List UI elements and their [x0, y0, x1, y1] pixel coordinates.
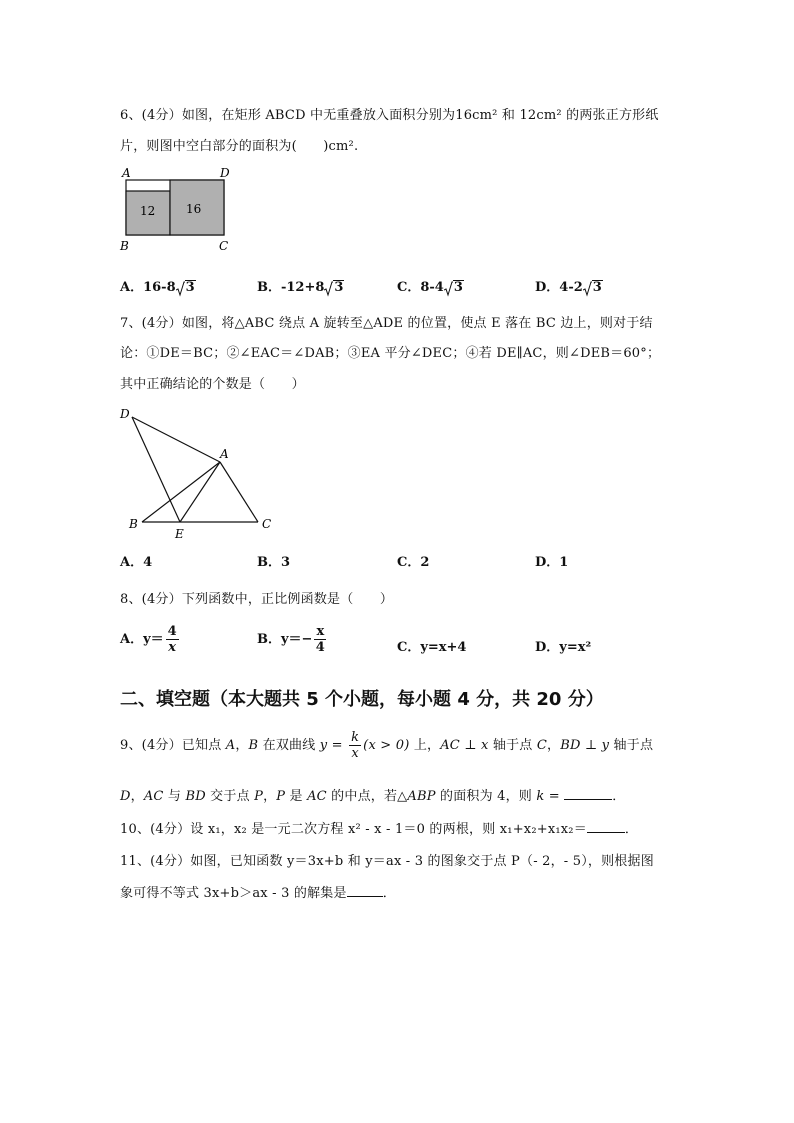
q9-l2-k: k	[536, 789, 545, 804]
q6-d-radicand: 3	[592, 280, 602, 295]
q10-text: 10、(4分）设 x₁，x₂ 是一元二次方程 x² - x - 1＝0 的两根，则 x₁+x₂+x₁x₂＝	[120, 822, 587, 837]
q9-l2-b: ，	[130, 789, 144, 804]
q9-fraction	[349, 730, 361, 761]
q8-option-b[interactable]	[257, 624, 328, 655]
q9-line2	[120, 785, 625, 804]
q8-b-fraction	[314, 624, 326, 655]
q7-line1: 7、(4分）如图，将△ABC 绕点 A 旋转至△ADE 的位置，使点 E 落在 BC 边上，则对于结	[120, 316, 653, 331]
section-title: 二、填空题（本大题共 5 个小题，每小题 4 分，共 20 分）	[120, 689, 604, 710]
q7-option-a[interactable]: A．4	[120, 555, 153, 570]
q6-c-prefix: C．8-	[397, 280, 435, 295]
q8-b-num: x	[316, 624, 325, 639]
q9-l2-l: 的中点，若△	[326, 789, 408, 804]
q8-a-prefix: A．y＝	[120, 632, 164, 647]
q6-b-coef: 8	[315, 280, 325, 295]
q7-triangle-figure	[114, 402, 286, 544]
q8-a-fraction	[166, 624, 179, 655]
label-A: A	[122, 166, 131, 180]
q6-c-radicand: 3	[453, 280, 463, 295]
q9-text-14: 轴于点	[609, 738, 654, 753]
q9-l2-bd: BD	[185, 789, 206, 804]
label-D: D	[220, 166, 230, 180]
q11-answer-blank[interactable]	[347, 884, 383, 897]
q10-line1	[120, 818, 638, 837]
q7-option-b[interactable]: B．3	[257, 555, 291, 570]
q8-line1: 8、(4分）下列函数中，正比例函数是（ ）	[120, 592, 394, 607]
label-16: 16	[186, 202, 202, 216]
label-D: D	[120, 407, 130, 421]
q9-l2-h: ，	[263, 789, 277, 804]
q8-option-d[interactable]: D．y=x²	[535, 640, 592, 655]
q6-option-d[interactable]	[535, 276, 603, 295]
q9-frac-num: k	[351, 730, 360, 745]
q7-option-c[interactable]: C．2	[397, 555, 430, 570]
q6-a-radicand: 3	[185, 280, 195, 295]
q9-point-a: A	[225, 738, 236, 753]
label-A: A	[220, 447, 229, 461]
q9-l2-p: P	[254, 789, 264, 804]
label-12: 12	[140, 204, 156, 218]
sqrt-icon	[583, 280, 603, 295]
q6-line1: 6、(4分）如图，在矩形 ABCD 中无重叠放入面积分别为16cm² 和 12cm² 的两张正方形纸	[120, 108, 659, 123]
q9-l2-j: 是	[285, 789, 308, 804]
q7-line3: 其中正确结论的个数是（ ）	[120, 377, 305, 392]
q9-text-8: 上，	[409, 738, 441, 753]
q8-option-c[interactable]: C．y=x+4	[397, 640, 467, 655]
sqrt-icon	[176, 280, 196, 295]
q9-point-c: C	[536, 738, 547, 753]
q9-y-eq: y =	[319, 738, 348, 753]
q6-option-a[interactable]	[120, 276, 196, 295]
q6-rectangle-figure	[116, 164, 240, 254]
q6-b-prefix: B．-12+	[257, 280, 316, 295]
sqrt-icon	[444, 280, 464, 295]
q9-point-b: B	[248, 738, 259, 753]
q9-l2-ac: AC	[143, 789, 164, 804]
q9-text-10: 轴于点	[488, 738, 537, 753]
q7-line2: 论：①DE＝BC；②∠EAC＝∠DAB；③EA 平分∠DEC；④若 DE∥AC，则∠DEB＝60°；	[120, 346, 661, 361]
q11-end: ．	[382, 886, 396, 901]
q9-l2-d: 与	[163, 789, 186, 804]
q9-domain: (x > 0)	[363, 738, 410, 753]
label-B: B	[120, 239, 129, 253]
q6-d-prefix: D．4-	[535, 280, 574, 295]
q6-a-prefix: A．16-	[120, 280, 167, 295]
q9-text-1: 9、(4分）已知点	[120, 738, 226, 753]
q9-l2-f: 交于点	[205, 789, 255, 804]
q11-line1: 11、(4分）如图，已知函数 y＝3x+b 和 y＝ax - 3 的图象交于点 P（- 2，- 5），则根据图	[120, 854, 654, 869]
sqrt-icon	[324, 280, 344, 295]
label-C: C	[262, 517, 272, 531]
q6-option-b[interactable]	[257, 276, 344, 295]
q9-l2-ac2: AC	[307, 789, 327, 804]
q8-b-prefix: B．y＝−	[257, 632, 313, 647]
q9-ac-perp: AC ⊥ x	[440, 738, 489, 753]
q9-text-12: ，	[547, 738, 561, 753]
q10-end: ．	[624, 822, 639, 837]
label-E: E	[175, 527, 184, 541]
q9-text-3: ，	[235, 738, 249, 753]
q6-option-c[interactable]	[397, 276, 464, 295]
q9-line1	[120, 730, 653, 761]
q9-l2-n: 的面积为 4，则	[435, 789, 537, 804]
q6-line2: 片，则图中空白部分的面积为( )cm².	[120, 139, 359, 154]
q9-l2-p2: P	[276, 789, 286, 804]
q9-bd-perp: BD ⊥ y	[560, 738, 610, 753]
q9-l2-end: ．	[612, 789, 626, 804]
q9-l2-eq: =	[544, 789, 565, 804]
q9-answer-blank[interactable]	[564, 787, 612, 800]
q11-text: 象可得不等式 3x+b＞ax - 3 的解集是	[120, 886, 347, 901]
q8-b-den: 4	[315, 640, 325, 655]
q10-answer-blank[interactable]	[587, 820, 625, 833]
q8-a-num: 4	[167, 624, 177, 639]
label-C: C	[219, 239, 229, 253]
q6-b-radicand: 3	[334, 280, 344, 295]
q9-text-5: 在双曲线	[258, 738, 320, 753]
q8-option-a[interactable]	[120, 624, 181, 655]
q6-a-coef: 8	[166, 280, 176, 295]
q9-frac-den: x	[351, 746, 359, 761]
q9-point-d: D	[120, 789, 131, 804]
q6-c-coef: 4	[434, 280, 444, 295]
q6-d-coef: 2	[573, 280, 583, 295]
q8-a-den: x	[168, 640, 177, 655]
label-B: B	[129, 517, 138, 531]
q7-option-d[interactable]: D．1	[535, 555, 569, 570]
q9-l2-abp: ABP	[407, 789, 436, 804]
q11-line2	[120, 882, 396, 901]
